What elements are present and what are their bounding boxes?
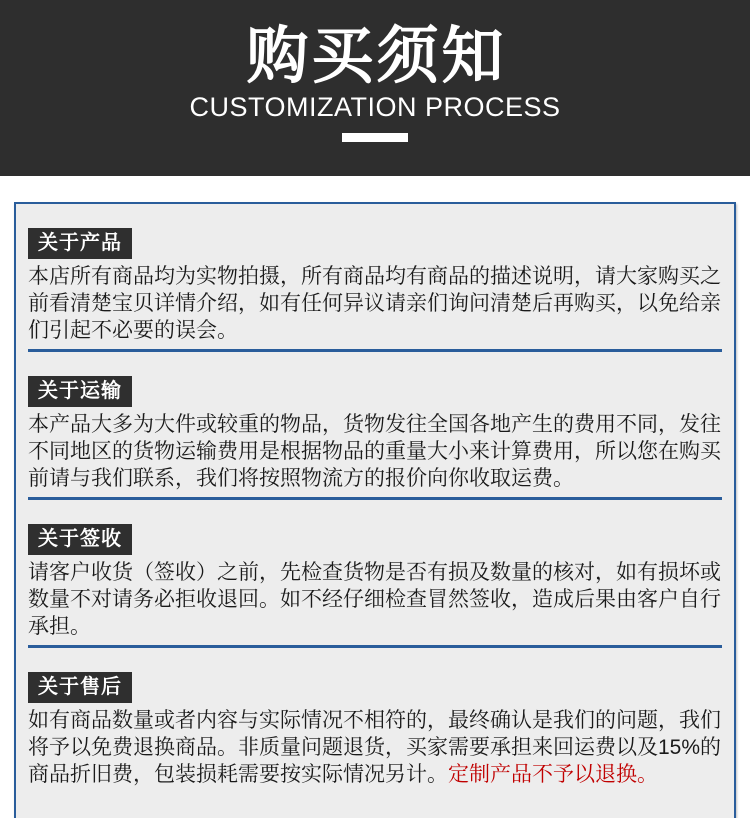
- section-label-aftersales: 关于售后: [28, 672, 132, 703]
- section-highlight-text: 定制产品不予以退换。: [448, 763, 658, 786]
- section-label-receipt: 关于签收: [28, 524, 132, 555]
- section-text-product: [28, 263, 722, 344]
- section-label-product: 关于产品: [28, 228, 132, 259]
- section-body-text: 本产品大多为大件或较重的物品，货物发往全国各地产生的费用不同，发往不同地区的货物运输费用是根据物品的重量大小来计算费用，所以您在购买前请与我们联系，我们将按照物流方的报价向你收取运费。: [28, 413, 721, 490]
- section-receipt: [28, 500, 722, 648]
- section-label-shipping: 关于运输: [28, 376, 132, 407]
- section-text-shipping: [28, 411, 722, 492]
- title-underline-bar: [342, 133, 408, 142]
- section-body-text: 如有商品数量或者内容与实际情况不相符的，最终确认是我们的问题，我们将予以免费退换商品。非质量问题退货，买家需要承担来回运费以及15%的商品折旧费，包装损耗需要按实际情况另计。: [28, 709, 722, 786]
- page-subtitle: CUSTOMIZATION PROCESS: [189, 92, 561, 122]
- section-text-aftersales: [28, 707, 722, 788]
- section-text-receipt: [28, 559, 722, 640]
- section-aftersales: [28, 648, 722, 788]
- notice-panel: [14, 202, 736, 818]
- header-banner: [0, 0, 750, 176]
- section-product: [28, 204, 722, 352]
- section-shipping: [28, 352, 722, 500]
- section-body-text: 本店所有商品均为实物拍摄，所有商品均有商品的描述说明，请大家购买之前看清楚宝贝详情介绍，如有任何异议请亲们询问清楚后再购买，以免给亲们引起不必要的误会。: [28, 265, 721, 342]
- page-title: 购买须知: [246, 22, 507, 91]
- section-body-text: 请客户收货（签收）之前，先检查货物是否有损及数量的核对，如有损坏或数量不对请务必拒收退回。如不经仔细检查冒然签收，造成后果由客户自行承担。: [28, 561, 721, 638]
